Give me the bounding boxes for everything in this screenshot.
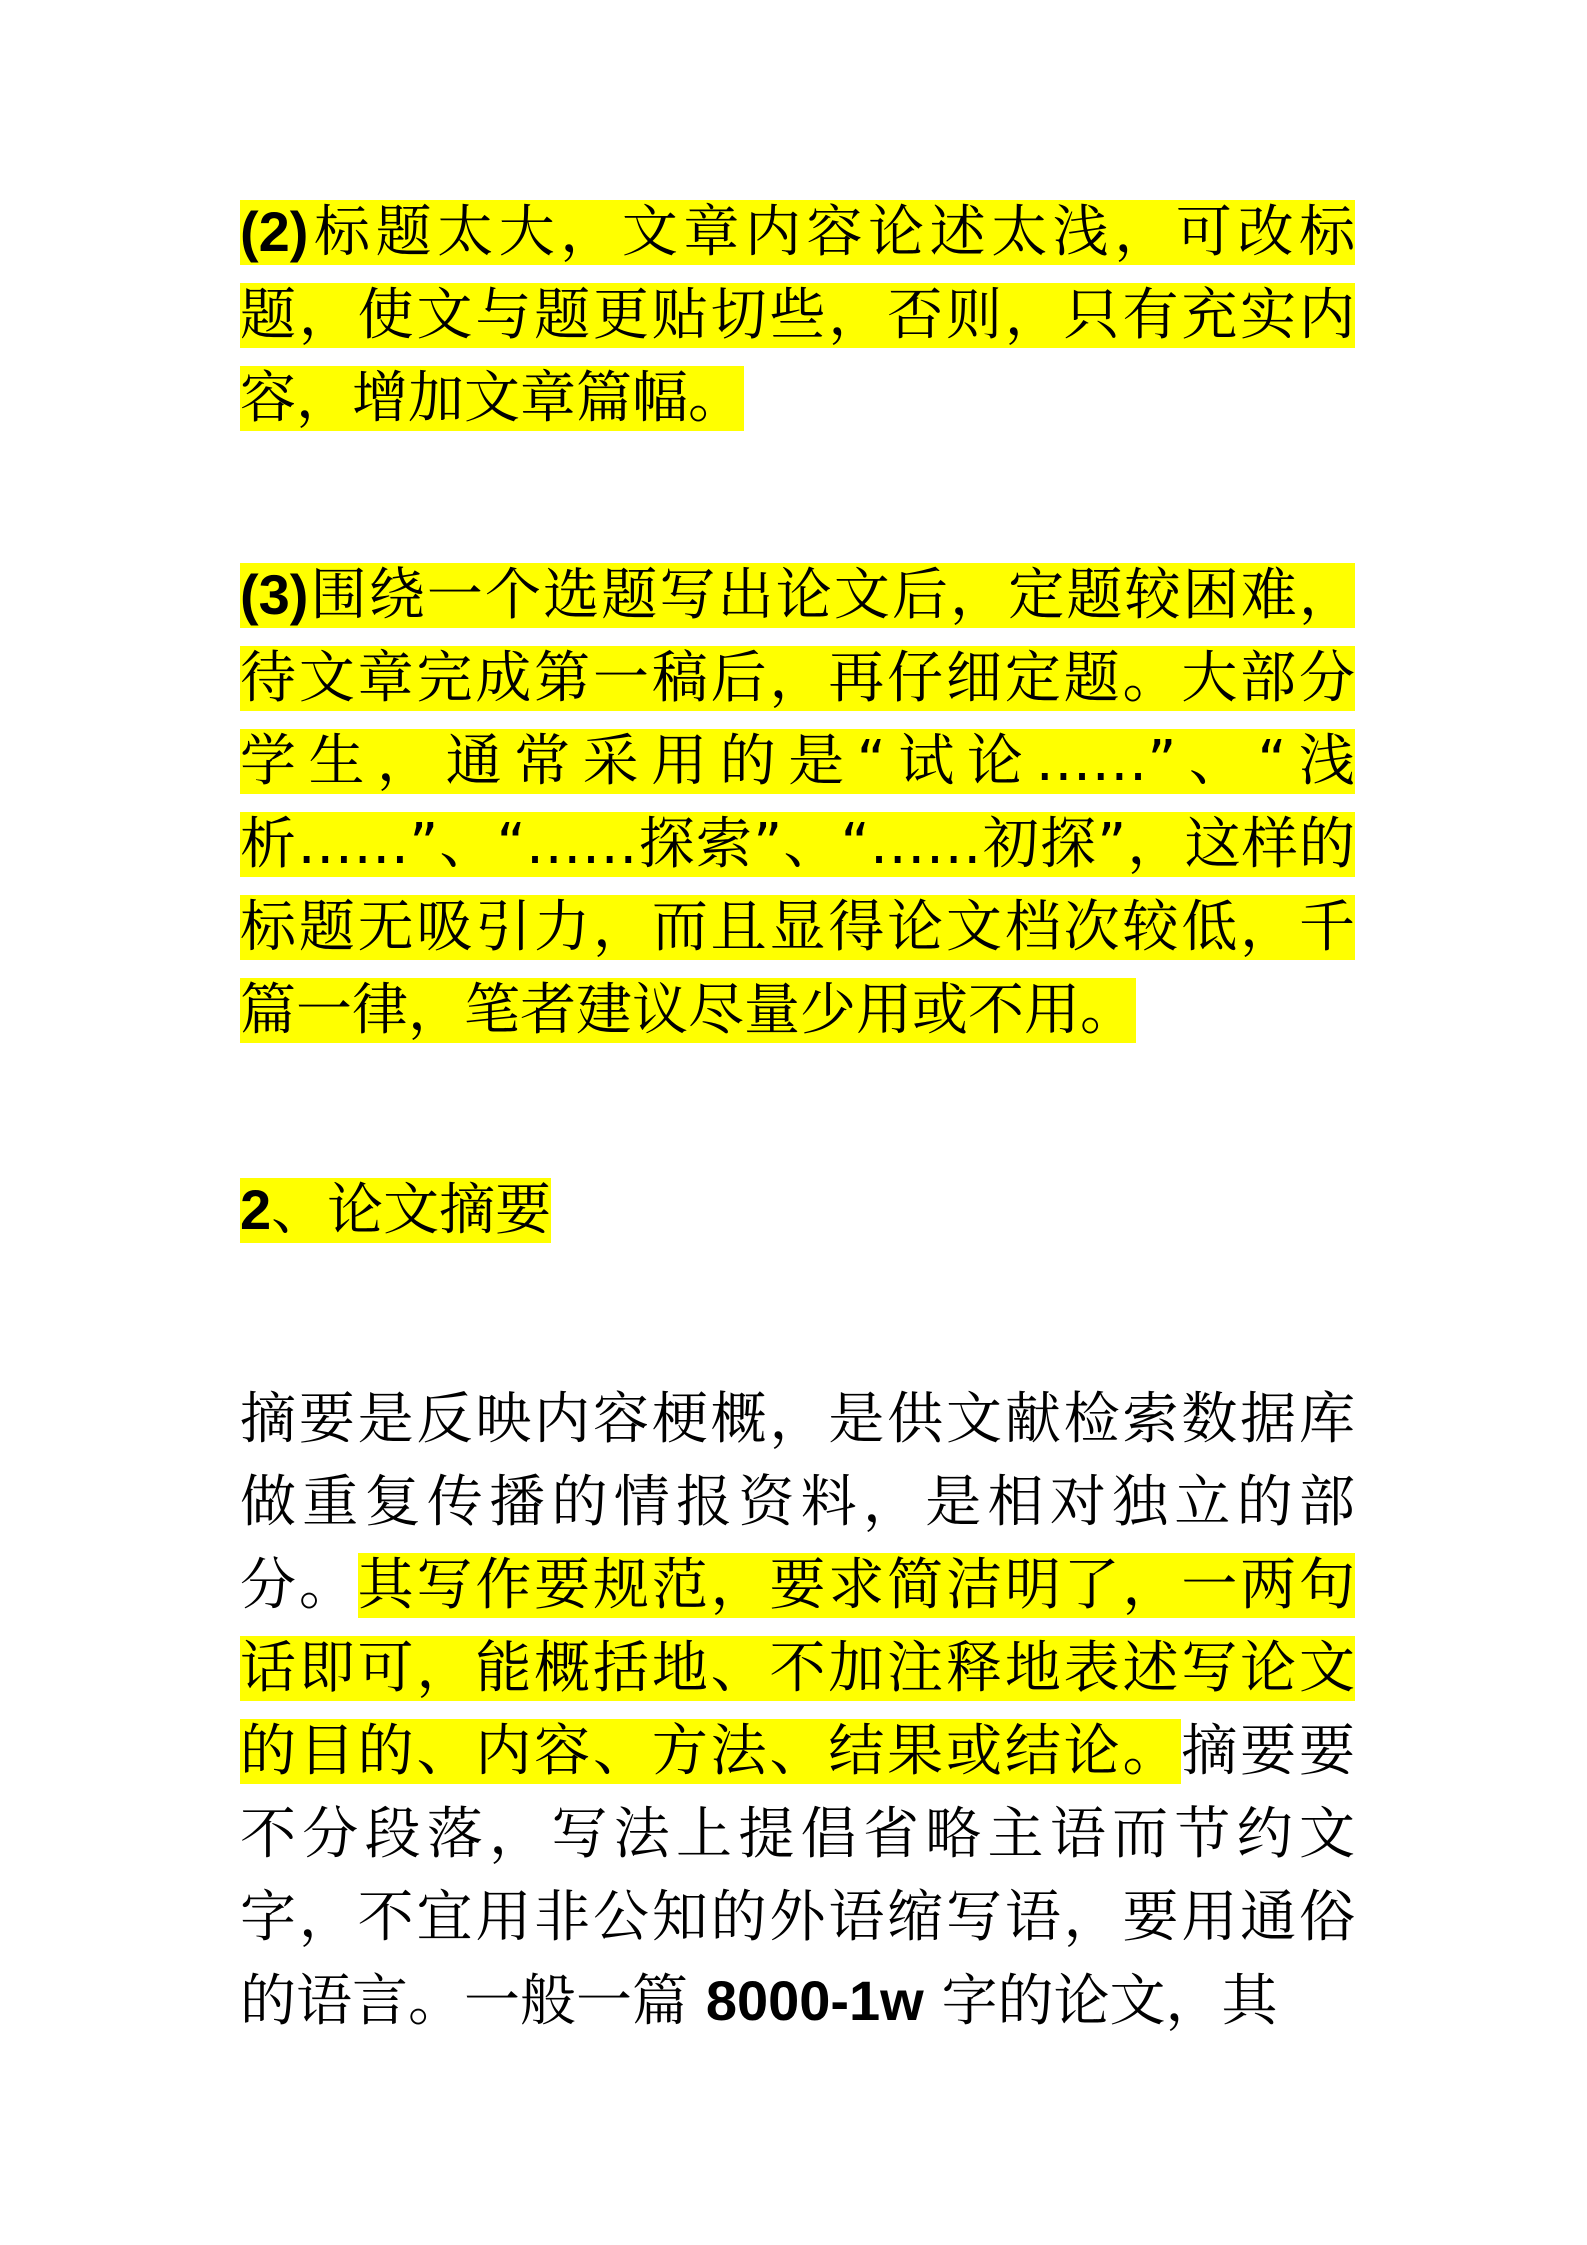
highlighted-text (240, 563, 1355, 1043)
word-count-number: 8000-1w (705, 1969, 924, 2032)
item-number: (2) (240, 200, 309, 263)
section-number: 2 (240, 1178, 272, 1241)
paragraph-text: 围绕一个选题写出论文后，定题较困难，待文章完成第一稿后，再仔细定题。大部分学生，通常采用的是“试论……”、“浅析……”、“……探索”、“……初探”，这样的标题无吸引力，而且显得论文档次较低，千篇一律，笔者建议尽量少用或不用。 (240, 563, 1355, 1043)
paragraph-tail-text: 字的论文，其 (923, 1969, 1278, 2034)
highlighted-text (240, 1178, 551, 1243)
item-number: (3) (240, 563, 309, 626)
paragraph-title-selection (240, 553, 1355, 1052)
paragraph-rest-text: 摘要要不分段落，写法上提倡省略主语而节约文字，不宜用非公知的外语缩写语，要用通俗的语言。一般一篇 (240, 1719, 1356, 2034)
paragraph-intro-text: 摘要是反映内容梗概，是供文献检索数据库做重复传播的情报资料，是相对独立的部分。 (240, 1387, 1355, 1618)
paragraph-abstract-description (240, 1378, 1355, 2043)
section-heading-text: 、论文摘要 (271, 1178, 552, 1243)
section-heading-abstract (240, 1168, 1355, 1252)
paragraph-text: 标题太大，文章内容论述太浅，可改标题，使文与题更贴切些，否则，只有充实内容，增加文章篇幅。 (240, 200, 1355, 431)
highlighted-text: 其写作要规范，要求简洁明了，一两句话即可，能概括地、不加注释地表述写论文的目的、内容、方法、结果或结论。 (240, 1553, 1356, 1784)
highlighted-text (240, 200, 1355, 431)
paragraph-title-too-broad (240, 190, 1355, 440)
